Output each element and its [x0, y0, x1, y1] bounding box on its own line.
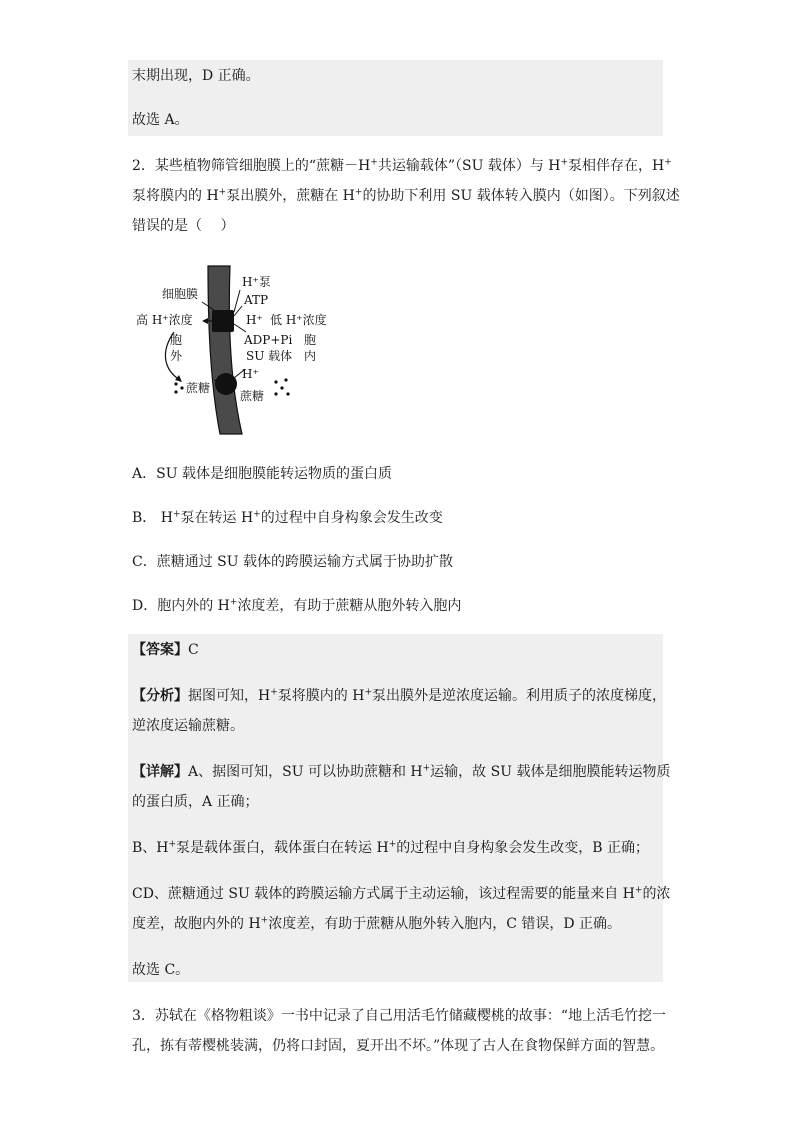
label-inside-2: 内: [304, 349, 317, 363]
label-h-pump: H⁺泵: [242, 275, 271, 289]
membrane-diagram: [130, 262, 350, 438]
detail-line-4: CD、蔗糖通过 SU 载体的跨膜运输方式属于主动运输，该过程需要的能量来自 H+的浓: [132, 885, 671, 902]
label-su: SU 载体: [246, 349, 293, 363]
label-inside-1: 胞: [304, 333, 317, 347]
question-line-2: 泵将膜内的 H+泵出膜外，蔗糖在 H+的协助下利用 SU 载体转入膜内（如图）。下列叙述: [132, 187, 680, 204]
label-low-h: 低 H⁺浓度: [270, 313, 327, 327]
label-atp: ATP: [244, 293, 269, 307]
answer-label: 【答案】: [132, 642, 188, 658]
label-h: H⁺: [246, 313, 263, 327]
su-carrier-circle: [215, 373, 237, 395]
prev-answer-line: 末期出现，D 正确。: [132, 68, 260, 84]
label-high-h: 高 H⁺浓度: [136, 313, 193, 327]
label-sucrose-out: 蔗糖: [186, 381, 211, 395]
question-line-1: 2．某些植物筛管细胞膜上的“蔗糖－H+共运输载体”（SU 载体）与 H+泵相伴存在，H+: [132, 157, 672, 174]
analysis-line-2: 逆浓度运输蔗糖。: [132, 718, 244, 734]
detail-line-2: 的蛋白质，A 正确；: [132, 794, 259, 810]
label-membrane: 细胞膜: [162, 287, 199, 301]
label-outside-1: 胞: [170, 333, 183, 347]
cell-membrane-band: [208, 266, 242, 434]
option-c: C．蔗糖通过 SU 载体的跨膜运输方式属于协助扩散: [132, 554, 454, 570]
answer-value: C: [188, 642, 199, 658]
detail-conclusion: 故选 C。: [132, 962, 190, 978]
question3-line-2: 孔，拣有蒂樱桃装满，仍将口封固，夏开出不坏。”体现了古人在食物保鲜方面的智慧。: [132, 1038, 665, 1054]
label-adp: ADP+Pi: [244, 333, 293, 347]
question3-line-1: 3．苏轼在《格物粗谈》一书中记录了自己用活毛竹储藏樱桃的故事：“地上活毛竹挖一: [132, 1008, 667, 1024]
label-h-carrier: H⁺: [242, 367, 259, 381]
prev-answer-choice: 故选 A。: [132, 112, 189, 128]
question-line-3: 错误的是（ ）: [132, 218, 235, 234]
detail-line-5: 度差，故胞内外的 H+浓度差，有助于蔗糖从胞外转入胞内，C 错误，D 正确。: [132, 915, 622, 932]
option-a: A．SU 载体是细胞膜能转运物质的蛋白质: [132, 466, 392, 482]
option-d: D．胞内外的 H+浓度差，有助于蔗糖从胞外转入胞内: [132, 597, 462, 614]
option-b: B． H+泵在转运 H+的过程中自身构象会发生改变: [132, 509, 443, 526]
analysis-line-1: 【分析】据图可知，H+泵将膜内的 H+泵出膜外是逆浓度运输。利用质子的浓度梯度，: [132, 687, 666, 704]
detail-line-3: B、H+泵是载体蛋白，载体蛋白在转运 H+的过程中自身构象会发生改变，B 正确；: [132, 839, 650, 856]
label-sucrose-in: 蔗糖: [240, 389, 265, 403]
detail-line-1: 【详解】A、据图可知，SU 可以协助蔗糖和 H+运输，故 SU 载体是细胞膜能转运物质: [132, 763, 671, 780]
answer-line: [132, 640, 199, 660]
label-outside-2: 外: [170, 349, 183, 363]
